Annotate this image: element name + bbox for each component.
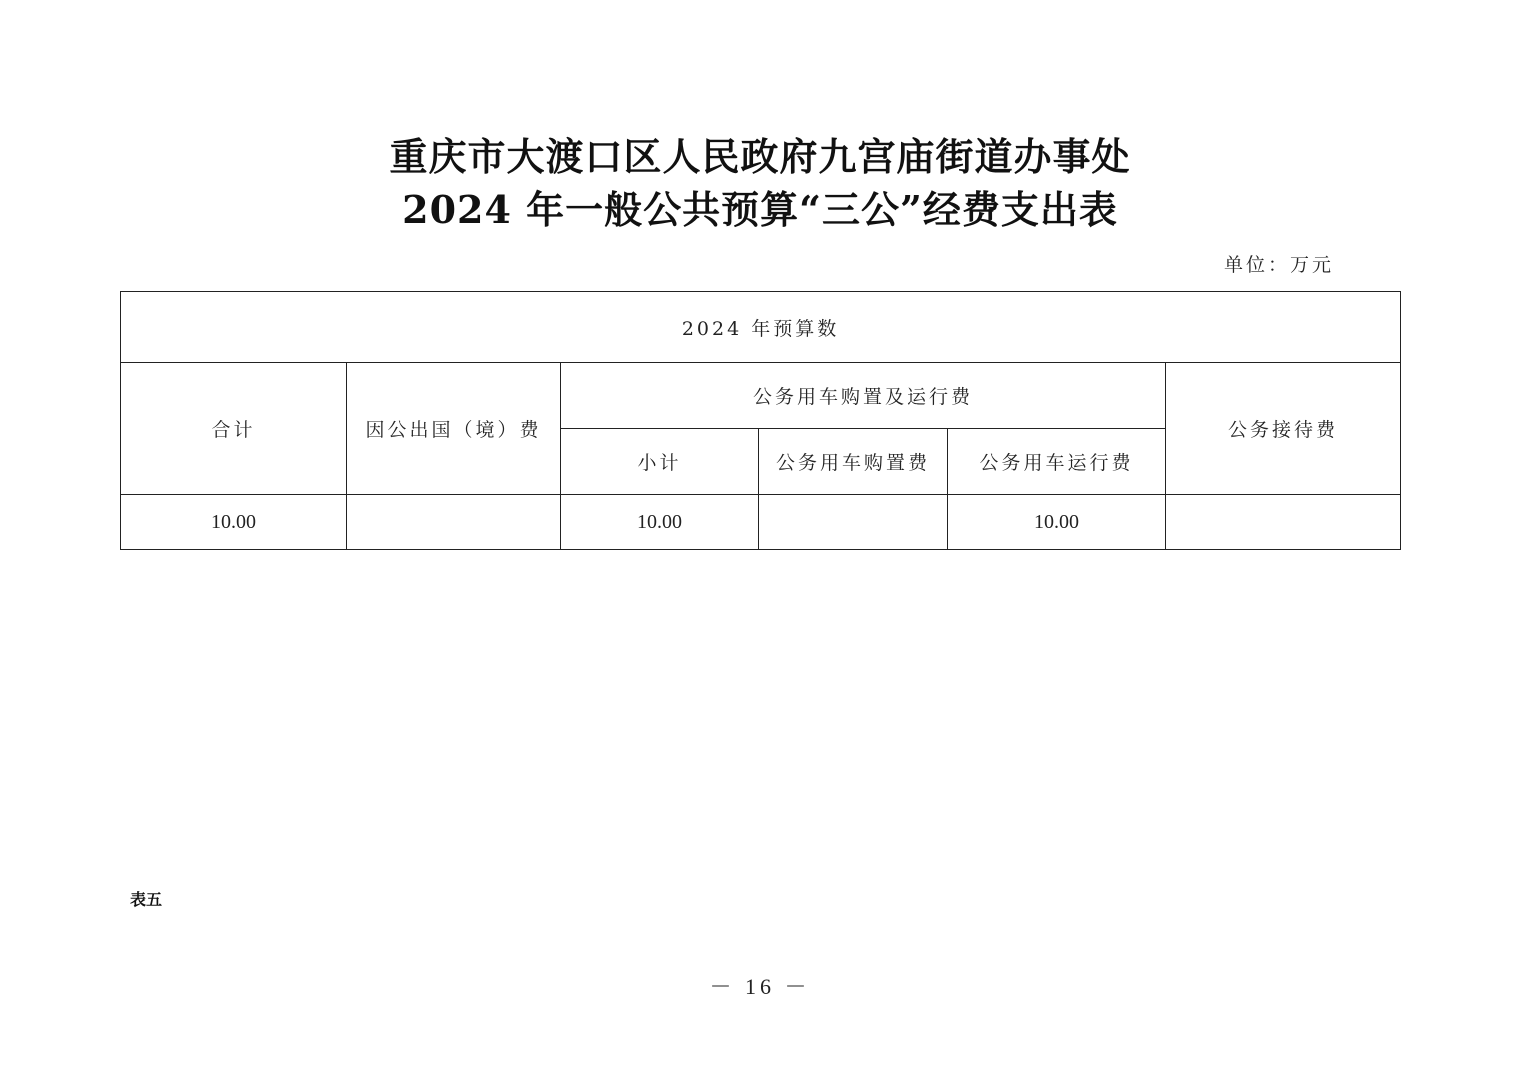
header-vehicle-purchase: 公务用车购置费 [759,429,948,495]
document-title-line1: 重庆市大渡口区人民政府九宫庙街道办事处 [389,134,1131,179]
expenditure-table [120,291,1401,550]
cell-reception [1166,495,1401,550]
unit-label: 单位：万元 [1223,254,1334,276]
header-vehicle-group: 公务用车购置及运行费 [561,363,1166,429]
header-vehicle-subtotal: 小计 [561,429,759,495]
cell-total: 10.00 [121,495,347,550]
table-row [121,495,1401,550]
table-label: 表五 [130,890,163,909]
document-title-line2: 2024 年一般公共预算“三公”经费支出表 [402,187,1118,232]
cell-vehicle-subtotal: 10.00 [561,495,759,550]
header-reception: 公务接待费 [1166,363,1401,495]
header-overseas: 因公出国（境）费 [347,363,561,495]
group-header-cell: 2024 年预算数 [121,292,1401,363]
cell-overseas [347,495,561,550]
page-number: － 16 － [709,974,811,999]
header-vehicle-operation: 公务用车运行费 [948,429,1166,495]
header-total: 合计 [121,363,347,495]
table-header-row [121,363,1401,429]
cell-vehicle-purchase [759,495,948,550]
cell-vehicle-operation: 10.00 [948,495,1166,550]
table-group-header-row [121,292,1401,363]
